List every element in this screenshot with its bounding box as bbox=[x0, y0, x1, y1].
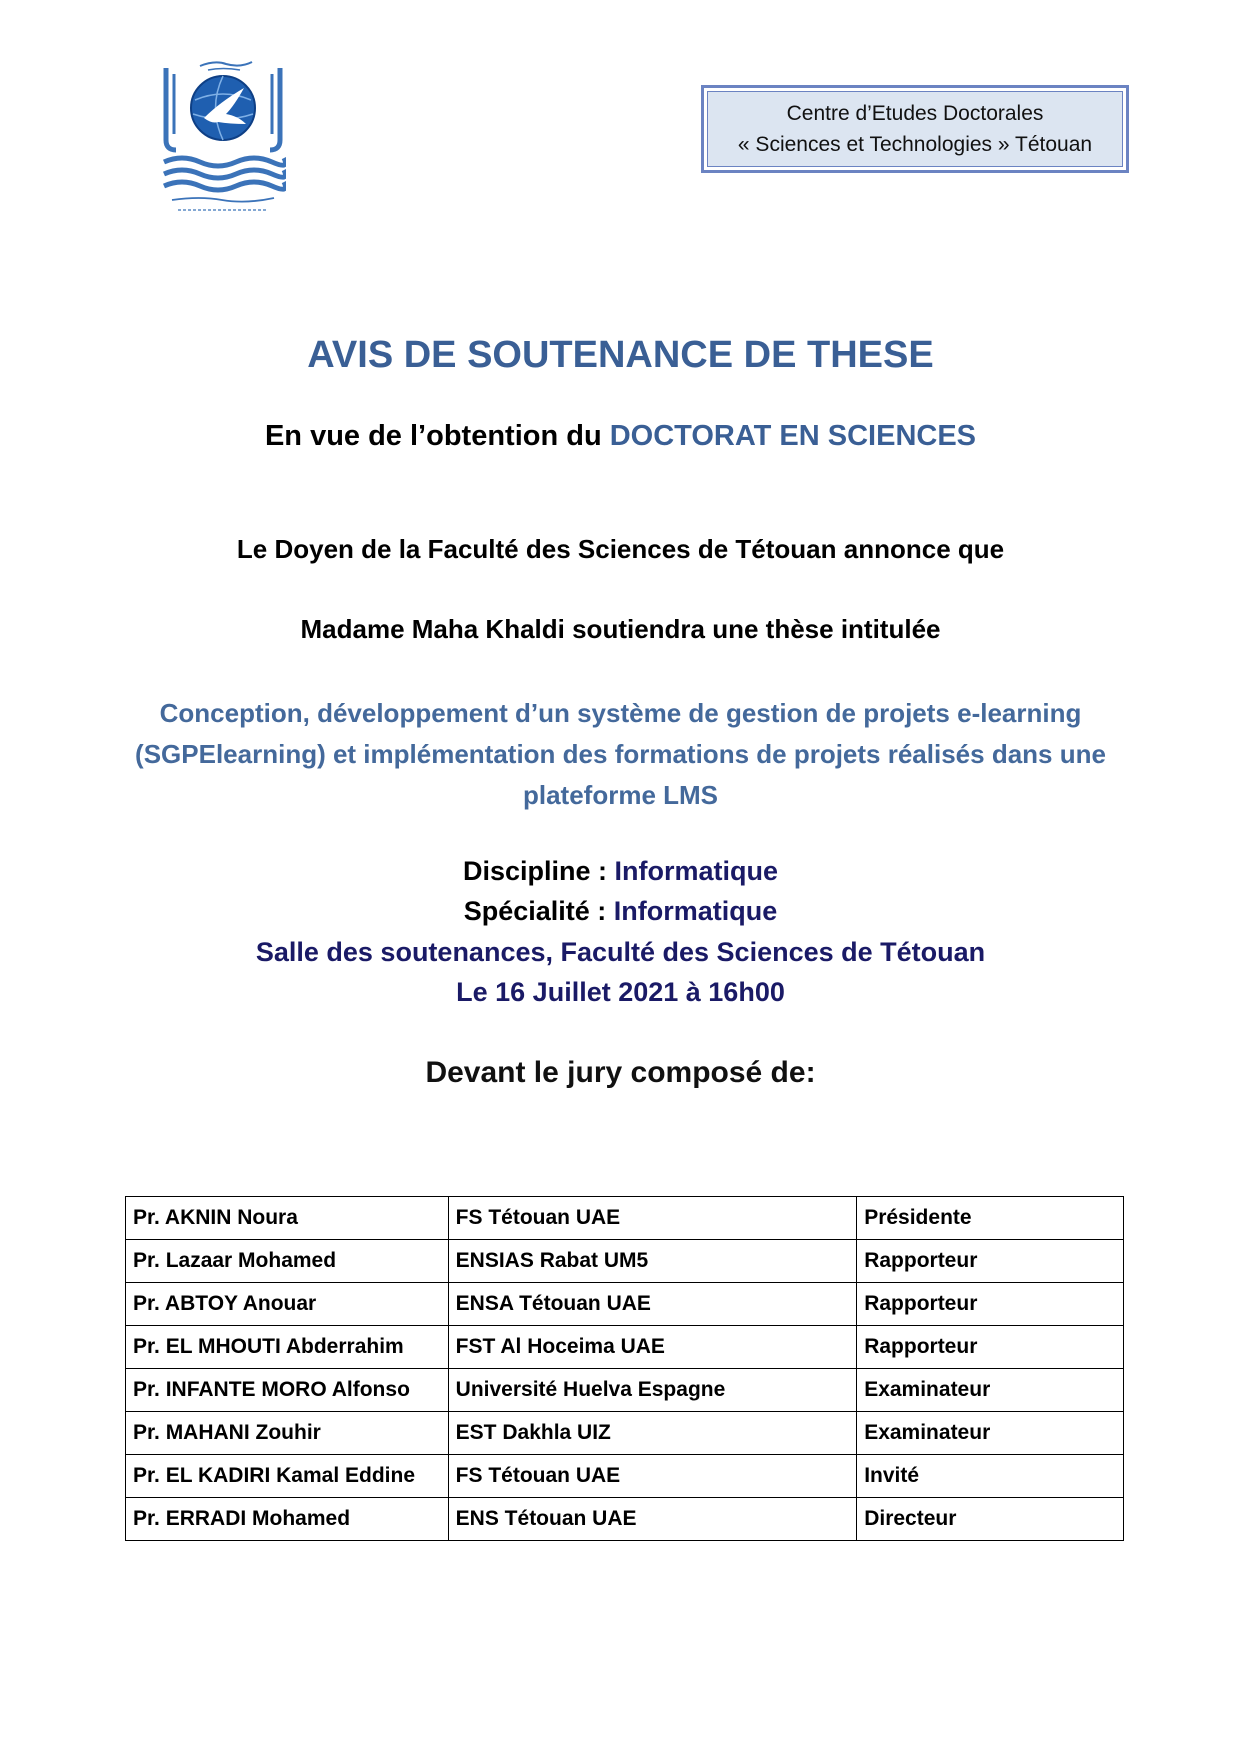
doctoral-center-box bbox=[701, 85, 1129, 173]
jury-member-name: Pr. EL KADIRI Kamal Eddine bbox=[126, 1455, 449, 1498]
jury-member-role: Présidente bbox=[857, 1197, 1124, 1240]
jury-member-role: Rapporteur bbox=[857, 1283, 1124, 1326]
jury-member-name: Pr. EL MHOUTI Abderrahim bbox=[126, 1326, 449, 1369]
jury-member-name: Pr. AKNIN Noura bbox=[126, 1197, 449, 1240]
jury-member-institution: ENSA Tétouan UAE bbox=[448, 1283, 857, 1326]
specialite-value: Informatique bbox=[613, 896, 778, 926]
thesis-title: Conception, développement d’un système de gestion de projets e-learning (SGPElearning) et implémentation des formations de projets réalisés dans une plateforme LMS bbox=[135, 698, 1106, 810]
specialite-line bbox=[0, 896, 1241, 927]
jury-row bbox=[126, 1412, 1124, 1455]
jury-heading: Devant le jury composé de: bbox=[425, 1056, 816, 1089]
subtitle-prefix: En vue de l’obtention du bbox=[264, 420, 610, 452]
jury-member-role: Rapporteur bbox=[857, 1240, 1124, 1283]
jury-row bbox=[126, 1283, 1124, 1326]
jury-member-institution: FST Al Hoceima UAE bbox=[448, 1326, 857, 1369]
jury-row bbox=[126, 1369, 1124, 1412]
candidate-line: Madame Maha Khaldi soutiendra une thèse intitulée bbox=[300, 614, 941, 644]
jury-member-name: Pr. Lazaar Mohamed bbox=[126, 1240, 449, 1283]
jury-member-name: Pr. ABTOY Anouar bbox=[126, 1283, 449, 1326]
jury-member-institution: Université Huelva Espagne bbox=[448, 1369, 857, 1412]
jury-row bbox=[126, 1326, 1124, 1369]
jury-member-name: Pr. MAHANI Zouhir bbox=[126, 1412, 449, 1455]
jury-member-institution: FS Tétouan UAE bbox=[448, 1197, 857, 1240]
jury-member-role: Examinateur bbox=[857, 1369, 1124, 1412]
university-logo bbox=[160, 58, 286, 218]
announcement: Le Doyen de la Faculté des Sciences de Tétouan annonce que bbox=[236, 534, 1005, 564]
jury-member-role: Examinateur bbox=[857, 1412, 1124, 1455]
discipline-line bbox=[0, 856, 1241, 887]
jury-row bbox=[126, 1240, 1124, 1283]
jury-member-role: Rapporteur bbox=[857, 1326, 1124, 1369]
location-line: Salle des soutenances, Faculté des Sciences de Tétouan bbox=[255, 937, 986, 967]
degree-name: DOCTORAT EN SCIENCES bbox=[609, 420, 977, 452]
jury-table bbox=[125, 1196, 1124, 1541]
discipline-value: Informatique bbox=[614, 856, 779, 886]
center-scope: « Sciences et Technologies » Tétouan bbox=[737, 133, 1093, 156]
date-line: Le 16 Juillet 2021 à 16h00 bbox=[456, 977, 785, 1007]
jury-member-name: Pr. ERRADI Mohamed bbox=[126, 1498, 449, 1541]
jury-row bbox=[126, 1197, 1124, 1240]
jury-row bbox=[126, 1498, 1124, 1541]
jury-member-role: Invité bbox=[857, 1455, 1124, 1498]
center-name: Centre d’Etudes Doctorales bbox=[786, 102, 1044, 125]
jury-member-institution: ENSIAS Rabat UM5 bbox=[448, 1240, 857, 1283]
jury-member-role: Directeur bbox=[857, 1498, 1124, 1541]
jury-member-institution: FS Tétouan UAE bbox=[448, 1455, 857, 1498]
jury-member-name: Pr. INFANTE MORO Alfonso bbox=[126, 1369, 449, 1412]
discipline-label: Discipline : bbox=[462, 856, 615, 886]
jury-member-institution: ENS Tétouan UAE bbox=[448, 1498, 857, 1541]
jury-row bbox=[126, 1455, 1124, 1498]
page-title: AVIS DE SOUTENANCE DE THESE bbox=[307, 334, 934, 376]
subtitle bbox=[0, 420, 1241, 453]
jury-member-institution: EST Dakhla UIZ bbox=[448, 1412, 857, 1455]
specialite-label: Spécialité : bbox=[463, 896, 614, 926]
